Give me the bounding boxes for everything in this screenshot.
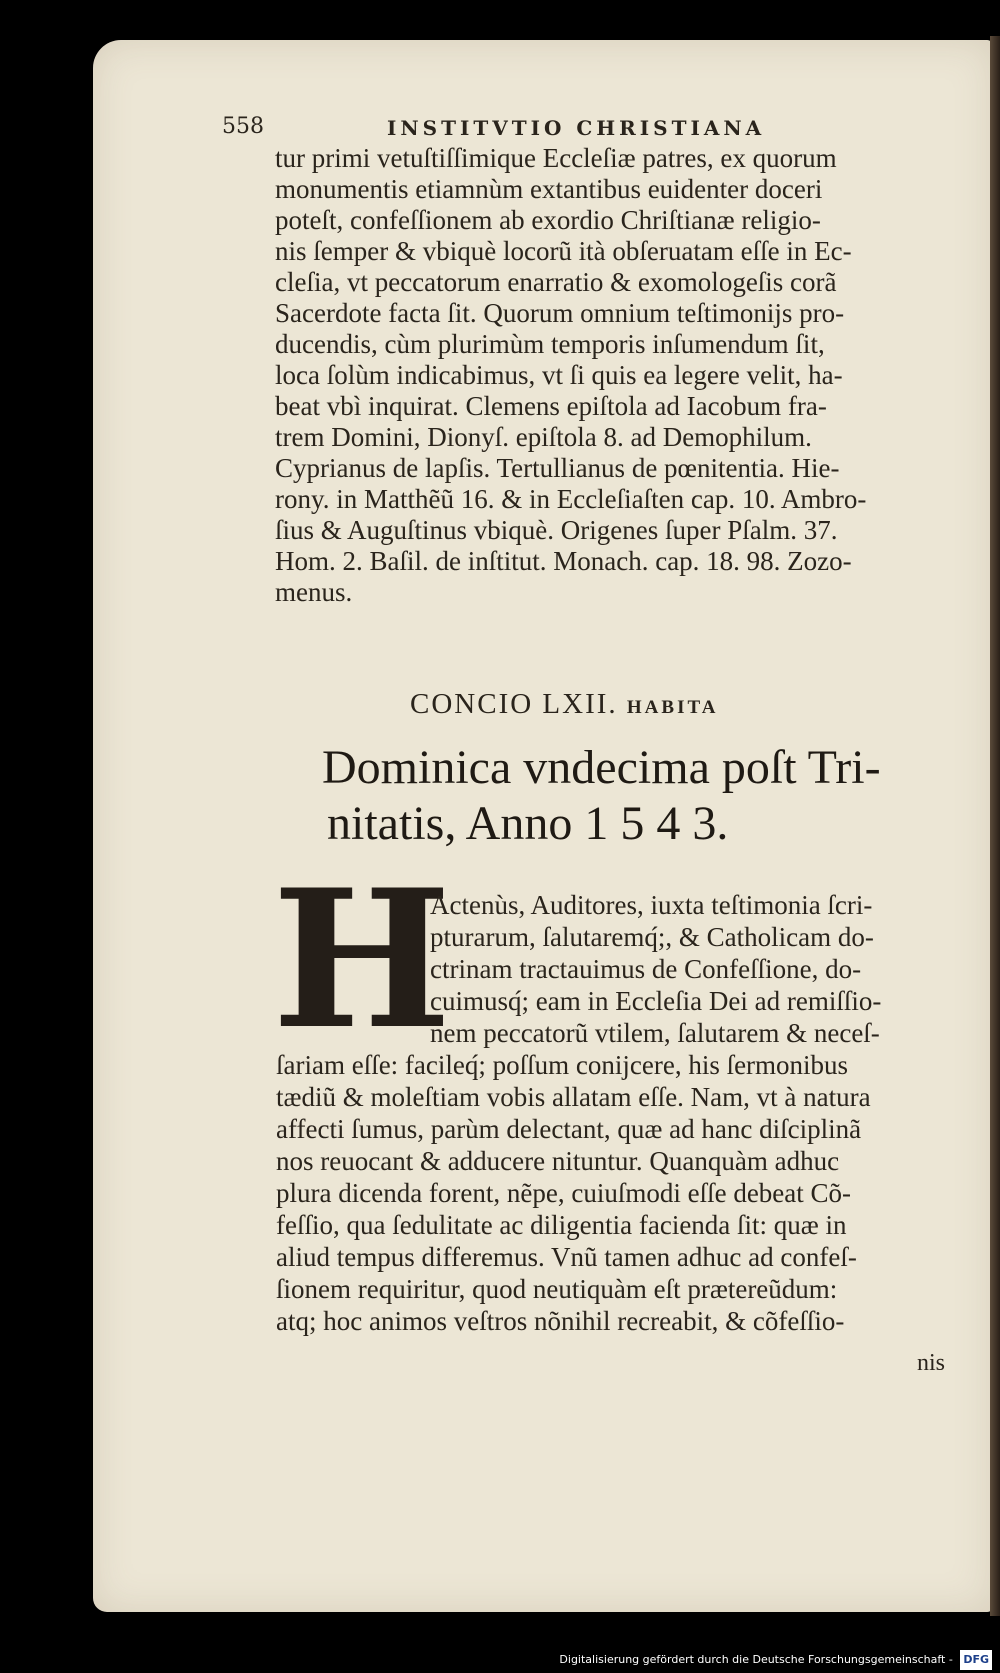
text-line: aliud tempus differemus. Vnũ tamen adhuc ad confeſ- — [276, 1242, 857, 1272]
text-line: loca ſolùm indicabimus, vt ſi quis ea legere velit, ha- — [275, 360, 843, 390]
habita-label: HABITA — [626, 697, 719, 718]
sermon-heading — [410, 688, 890, 728]
concio-number: CONCIO LXII. — [410, 688, 618, 720]
text-line: nis ſemper & vbiquè locorũ ità obſeruatam eſſe in Ec- — [275, 236, 852, 266]
drop-cap-initial: H — [272, 848, 452, 1071]
page-header — [222, 114, 822, 144]
text-line: ſariam eſſe: facileq́; poſſum conijcere, his ſermonibus — [276, 1050, 849, 1080]
text-line: tur primi vetuſtiſſimique Eccleſiæ patres, ex quorum — [275, 143, 837, 173]
text-line: cuimusq́; eam in Eccleſia Dei ad remiſſio- — [430, 986, 882, 1016]
text-line: Cyprianus de lapſis. Tertullianus de pœnitentia. Hie- — [275, 453, 840, 483]
section-title: Dominica vndecima poſt Tri- — [322, 741, 881, 794]
text-line: trem Domini, Dionyſ. epiſtola 8. ad Demophilum. — [275, 422, 812, 452]
text-line: ſius & Auguſtinus vbiquè. Origenes ſuper Pſalm. 37. — [275, 515, 838, 545]
text-line: nos reuocant & adducere nituntur. Quanquàm adhuc — [276, 1146, 840, 1176]
text-line: feſſio, qua ſedulitate ac diligentia facienda ſit: quæ in — [276, 1210, 847, 1240]
page-number: 558 — [222, 114, 264, 139]
text-line: affecti ſumus, parùm delectant, quæ ad hanc diſciplinã — [276, 1114, 862, 1144]
text-line: plura dicenda forent, nẽpe, cuiuſmodi eſſe debeat Cõ- — [276, 1178, 852, 1208]
text-line: monumentis etiamnùm extantibus euidenter doceri — [275, 174, 823, 204]
credit-text: Digitalisierung gefördert durch die Deutsche Forschungsgemeinschaft - — [559, 1653, 953, 1666]
running-head: INSTITVTIO CHRISTIANA — [387, 116, 766, 140]
text-line: rony. in Matthẽũ 16. & in Eccleſiaſten cap. 10. Ambro- — [275, 484, 867, 514]
section-title-continued: nitatis, Anno 1 5 4 3. — [327, 797, 729, 850]
catchword: nis — [917, 1350, 946, 1376]
digitization-credit — [559, 1650, 992, 1670]
text-line: pturarum, ſalutaremq́;, & Catholicam do- — [430, 922, 874, 952]
text-line: Sacerdote facta ſit. Quorum omnium teſtimonijs pro- — [275, 298, 845, 328]
text-line: Hom. 2. Baſil. de inſtitut. Monach. cap. 18. 98. Zozo- — [275, 546, 852, 576]
text-line: beat vbì inquirat. Clemens epiſtola ad Iacobum fra- — [275, 391, 827, 421]
text-line: tædiũ & moleſtiam vobis allatam eſſe. Nam, vt à natura — [276, 1082, 871, 1112]
text-line: Actenùs, Auditores, iuxta teſtimonia ſcri- — [430, 890, 873, 920]
text-line: ſionem requiritur, quod neutiquàm eſt prætereũdum: — [276, 1274, 838, 1304]
text-line: menus. — [275, 577, 353, 607]
text-line: poteſt, confeſſionem ab exordio Chriſtianæ religio- — [275, 205, 821, 235]
text-line: ducendis, cùm plurimùm temporis inſumendum ſit, — [275, 329, 825, 359]
text-line: ctrinam tractauimus de Confeſſione, do- — [430, 954, 862, 984]
text-line: cleſia, vt peccatorum enarratio & exomologeſis corã — [275, 267, 837, 297]
text-line: atq; hoc animos veſtros nõnihil recreabit, & cõfeſſio- — [276, 1306, 845, 1336]
dfg-logo: DFG — [960, 1650, 992, 1670]
text-line: nem peccatorũ vtilem, ſalutarem & neceſ- — [430, 1018, 880, 1048]
